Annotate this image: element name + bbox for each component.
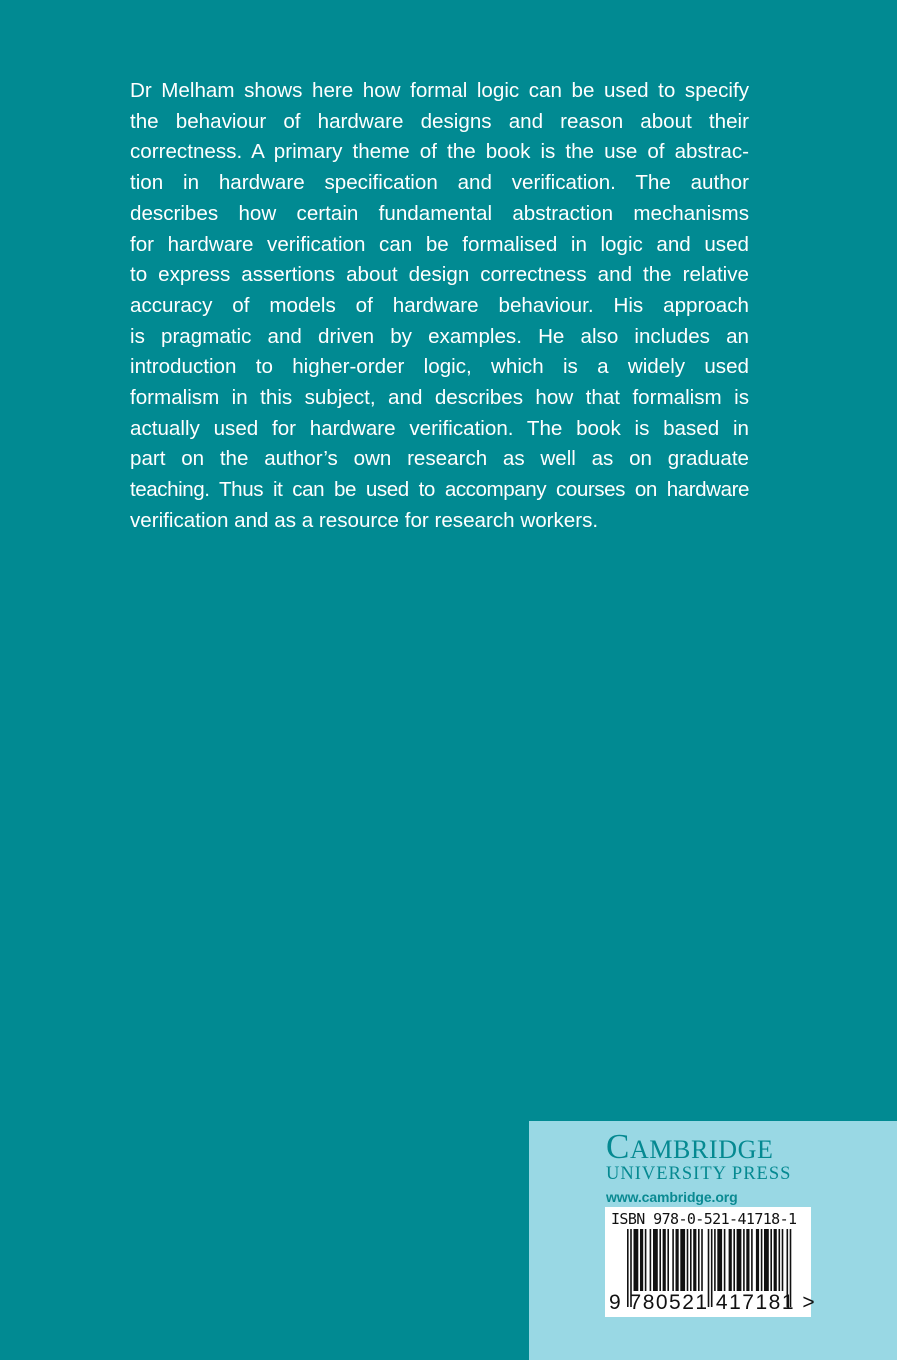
blurb-line: part on the author’s own research as well as on graduate <box>130 447 749 471</box>
blurb-line: accuracy of models of hardware behaviour. His approach <box>130 293 749 317</box>
publisher-panel <box>529 1121 897 1360</box>
blurb-line: correctness. A primary theme of the book is the use of abstrac- <box>130 140 749 164</box>
isbn-label: ISBN 978-0-521-41718-1 <box>611 1210 797 1228</box>
blurb-line: formalism in this subject, and describes how that formalism is <box>130 386 749 410</box>
blurb-line: for hardware verification can be formalised in logic and used <box>130 232 749 256</box>
blurb-line: teaching. Thus it can be used to accompany courses on hardware <box>130 478 749 502</box>
barcode-digits: 9 780521 417181 > <box>609 1291 817 1314</box>
blurb-line: verification and as a resource for research workers. <box>130 508 599 532</box>
blurb-line: actually used for hardware verification. The book is based in <box>130 416 749 440</box>
publisher-name <box>606 1129 791 1164</box>
publisher-name-rest: AMBRIDGE <box>629 1135 774 1164</box>
publisher-name-initial: C <box>606 1127 630 1166</box>
publisher-url: www.cambridge.org <box>606 1188 738 1205</box>
publisher-logo <box>606 1129 791 1204</box>
publisher-subtitle: UNIVERSITY PRESS <box>606 1164 792 1184</box>
isbn-barcode <box>605 1207 817 1317</box>
blurb-line: tion in hardware specification and verification. The author <box>130 171 749 195</box>
blurb-line: to express assertions about design correctness and the relative <box>130 263 749 287</box>
blurb-line: the behaviour of hardware designs and reason about their <box>130 109 749 133</box>
blurb-line: introduction to higher-order logic, which is a widely used <box>130 355 749 379</box>
blurb-line: is pragmatic and driven by examples. He also includes an <box>130 324 749 348</box>
back-cover-blurb <box>130 76 749 537</box>
blurb-line: Dr Melham shows here how formal logic can be used to specify <box>130 79 749 102</box>
blurb-line: describes how certain fundamental abstraction mechanisms <box>130 201 749 225</box>
